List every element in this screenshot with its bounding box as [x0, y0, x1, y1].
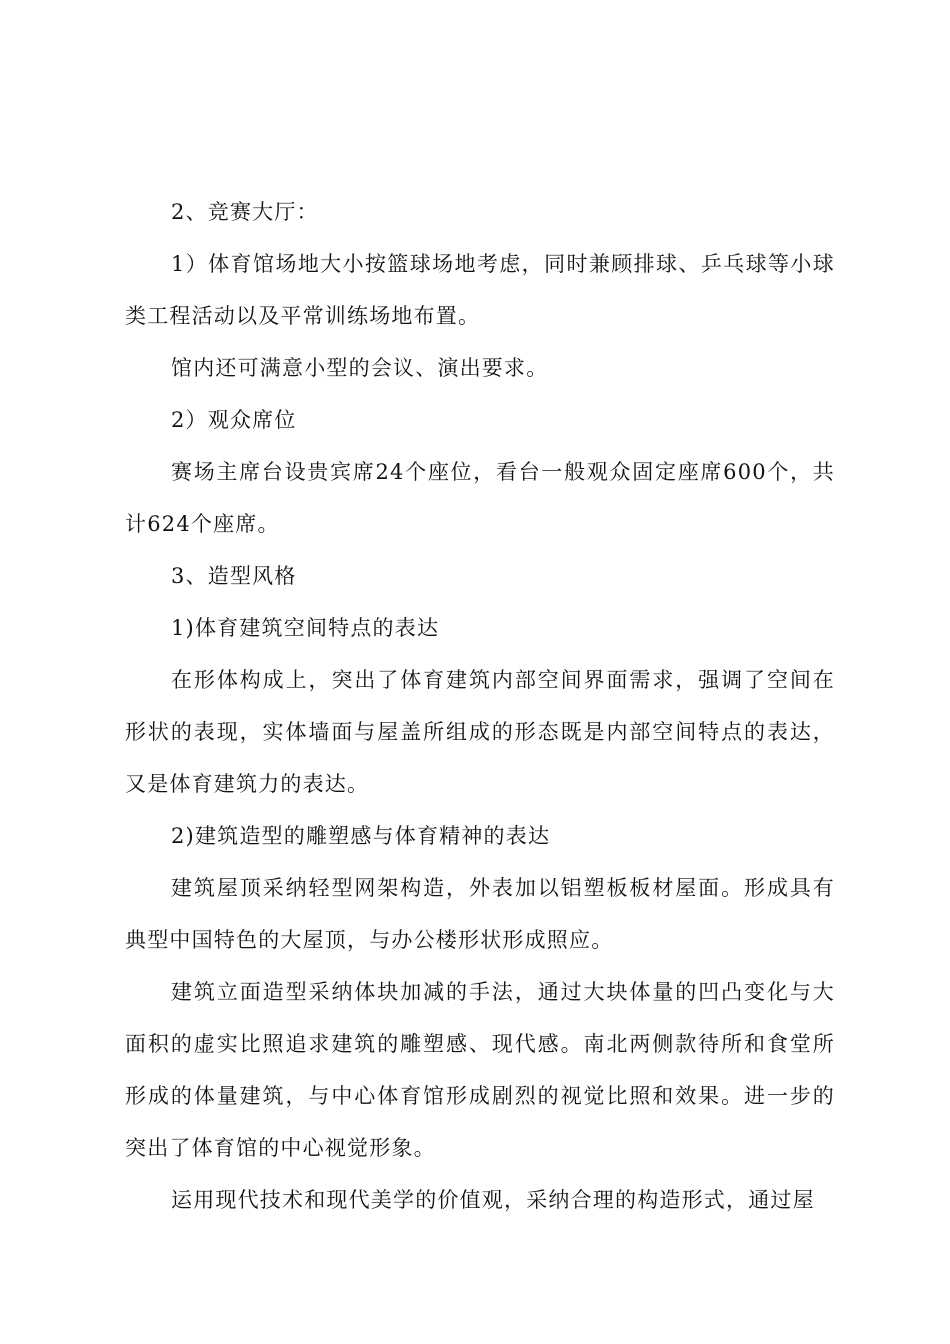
paragraph: 1）体育馆场地大小按篮球场地考虑，同时兼顾排球、乒乓球等小球类工程活动以及平常训练场地布置。 [125, 252, 835, 328]
document-body [125, 186, 835, 1226]
paragraph: 在形体构成上，突出了体育建筑内部空间界面需求，强调了空间在形状的表现，实体墙面与屋盖所组成的形态既是内部空间特点的表达，又是体育建筑力的表达。 [125, 668, 835, 796]
paragraph: 建筑屋顶采纳轻型网架构造，外表加以铝塑板板材屋面。形成具有典型中国特色的大屋顶，与办公楼形状形成照应。 [125, 876, 835, 952]
paragraph-section-heading: 3、造型风格 [171, 564, 297, 588]
paragraph: 馆内还可满意小型的会议、演出要求。 [171, 356, 549, 380]
paragraph-section-heading: 2、竞赛大厅： [171, 200, 319, 224]
paragraph: 建筑立面造型采纳体块加减的手法，通过大块体量的凹凸变化与大面积的虚实比照追求建筑的雕塑感、现代感。南北两侧款待所和食堂所形成的体量建筑，与中心体育馆形成剧烈的视觉比照和效果。进一步的突出了体育馆的中心视觉形象。 [125, 980, 835, 1160]
paragraph: 运用现代技术和现代美学的价值观，采纳合理的构造形式，通过屋 [171, 1188, 815, 1212]
paragraph-subheading: 2）观众席位 [171, 408, 297, 432]
paragraph-subheading: 2)建筑造型的雕塑感与体育精神的表达 [171, 824, 551, 848]
paragraph: 赛场主席台设贵宾席24个座位，看台一般观众固定座席600个，共计624个座席。 [125, 460, 835, 536]
paragraph-subheading: 1)体育建筑空间特点的表达 [171, 616, 440, 640]
